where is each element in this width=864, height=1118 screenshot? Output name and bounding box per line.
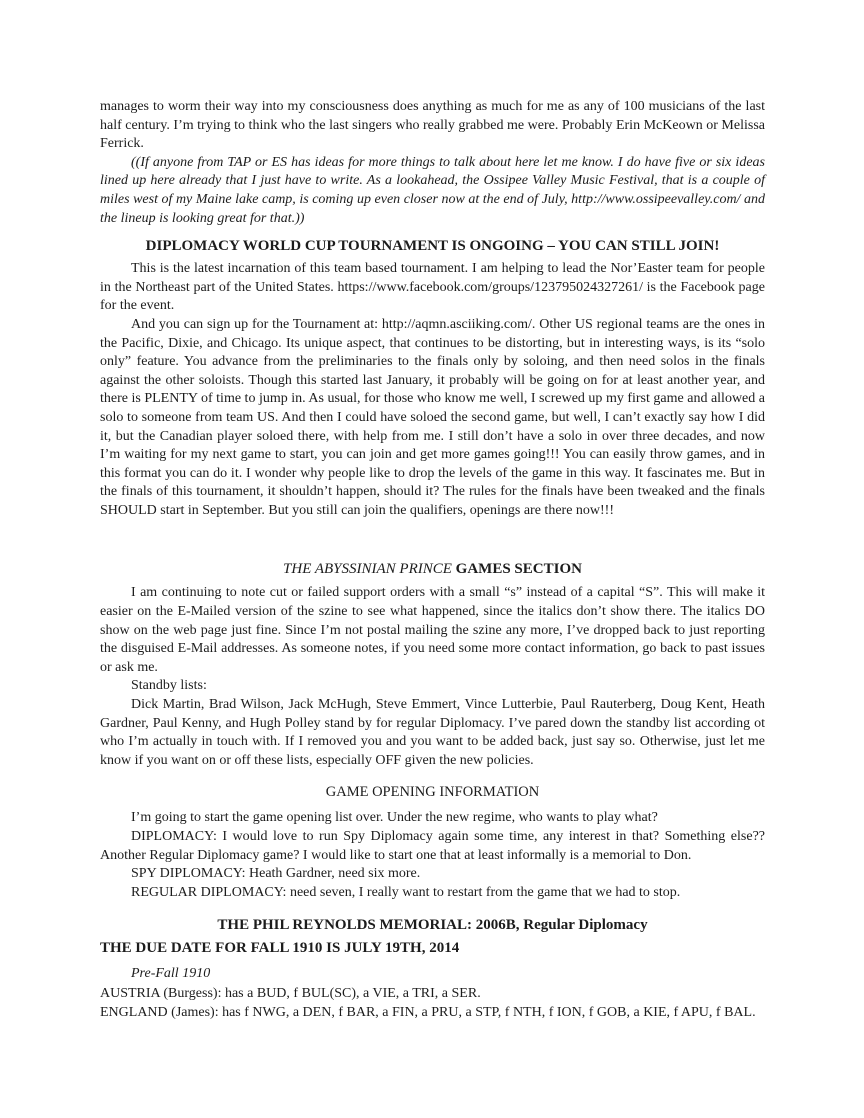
paragraph-games-section-notes: I am continuing to note cut or failed support orders with a small “s” instead of a capital “S”. This will make it easier on the E-Mailed version of the szine to see what happened, since the italics don’t show there. The italics DO show on the web page just fine. Since I’m not postal mailing the szine any more, I’ve dropped back to just reporting the disguised E-Mail addresses. As someone notes, if you need some more contact information, go back to past issues or ask me. — [100, 585, 765, 675]
paragraph-editor-note: ((If anyone from TAP or ES has ideas for more things to talk about here let me know. I do have five or six ideas lined up here already that I just have to write. As a lookahead, the Ossipee Valley Music Festival, that is a couple of miles west of my Maine lake camp, is coming up even closer now at the end of July, http://www.ossipeevalley.com/ and the lineup is looking great for that.)) — [100, 154, 765, 226]
paragraph-game-opening-intro: I’m going to start the game opening list over. Under the new regime, who wants to play what? — [131, 810, 658, 826]
season-label: Pre-Fall 1910 — [131, 966, 211, 982]
england-units-line: ENGLAND (James): has f NWG, a DEN, f BAR, a FIN, a PRU, a STP, f NTH, f ION, f GOB, a KIE, f APU, f BAL. — [100, 1004, 756, 1020]
heading-game-opening-information: GAME OPENING INFORMATION — [325, 784, 540, 801]
paragraph-music-continuation: manages to worm their way into my consciousness does anything as much for me as any of 100 musicians of the last half century. I’m trying to think who the last singers who really grabbed me were. Probably Erin McKeown or Melissa Ferrick. — [100, 99, 765, 152]
games-section-label: GAMES SECTION — [455, 561, 582, 578]
standby-lists-label: Standby lists: — [131, 678, 207, 694]
heading-games-section — [100, 560, 765, 579]
paragraph-standby-list: Dick Martin, Brad Wilson, Jack McHugh, Steve Emmert, Vince Lutterbie, Paul Rauterberg, Doug Kent, Heath Gardner, Paul Kenny, and Hugh Polley stand by for regular Diplomacy. I’ve pared down the standby list according ot who I’m actually in touch with. If I removed you and you want to be added back, just say so. Otherwise, just let me know if you want on or off these lists, especially OFF given the new policies. — [100, 697, 765, 768]
games-section-zine-title: THE ABYSSINIAN PRINCE — [283, 561, 452, 578]
paragraph-world-cup-intro: This is the latest incarnation of this team based tournament. I am helping to lead the Nor’Easter team for people in the Northeast part of the United States. https://www.facebook.com/groups/123795024327261/ is the Facebook page for the event. — [100, 261, 765, 314]
austria-units-line: AUSTRIA (Burgess): has a BUD, f BUL(SC), a VIE, a TRI, a SER. — [100, 985, 481, 1001]
paragraph-spy-diplomacy-opening: SPY DIPLOMACY: Heath Gardner, need six more. — [131, 866, 421, 882]
paragraph-diplomacy-opening: DIPLOMACY: I would love to run Spy Diplomacy again some time, any interest in that? Something else?? Another Regular Diplomacy game? I would like to start one that at least informally is a memorial to Don. — [100, 829, 765, 863]
paragraph-world-cup-details: And you can sign up for the Tournament at: http://aqmn.asciiking.com/. Other US regional teams are the ones in the Pacific, Dixie, and Chicago. Its unique aspect, that continues to be distorting, but in interesting ways, is its “solo only” feature. You advance from the preliminaries to the finals only by soloing, and then need solos in the finals against the other soloists. Though this started last January, it probably will be going on for at least another year, and there is PLENTY of time to jump in. As usual, for those who know me well, I screwed up my first game and allowed a solo to someone from team US. And then I could have soloed the second game, but well, I can’t exactly say how I did it, but the Canadian player soloed there, with help from me. I still don’t have a solo in over three decades, and now I’m waiting for my next game to start, you can join and get more games going!!! You can easily throw games, and in this format you can do it. I wonder why people like to drop the levels of the game in this way. It fascinates me. But in the finals of this tournament, it shouldn’t happen, should it? The rules for the finals have been tweaked and the finals SHOULD start in September. But you still can join the qualifiers, openings are there now!!! — [100, 316, 765, 518]
heading-due-date: THE DUE DATE FOR FALL 1910 IS JULY 19TH, 2014 — [100, 940, 460, 957]
paragraph-regular-diplomacy-opening: REGULAR DIPLOMACY: need seven, I really want to restart from the game that we had to stop. — [131, 884, 681, 900]
heading-world-cup-tournament: DIPLOMACY WORLD CUP TOURNAMENT IS ONGOING – YOU CAN STILL JOIN! — [145, 238, 720, 255]
heading-phil-reynolds-memorial: THE PHIL REYNOLDS MEMORIAL: 2006B, Regular Diplomacy — [217, 917, 648, 934]
